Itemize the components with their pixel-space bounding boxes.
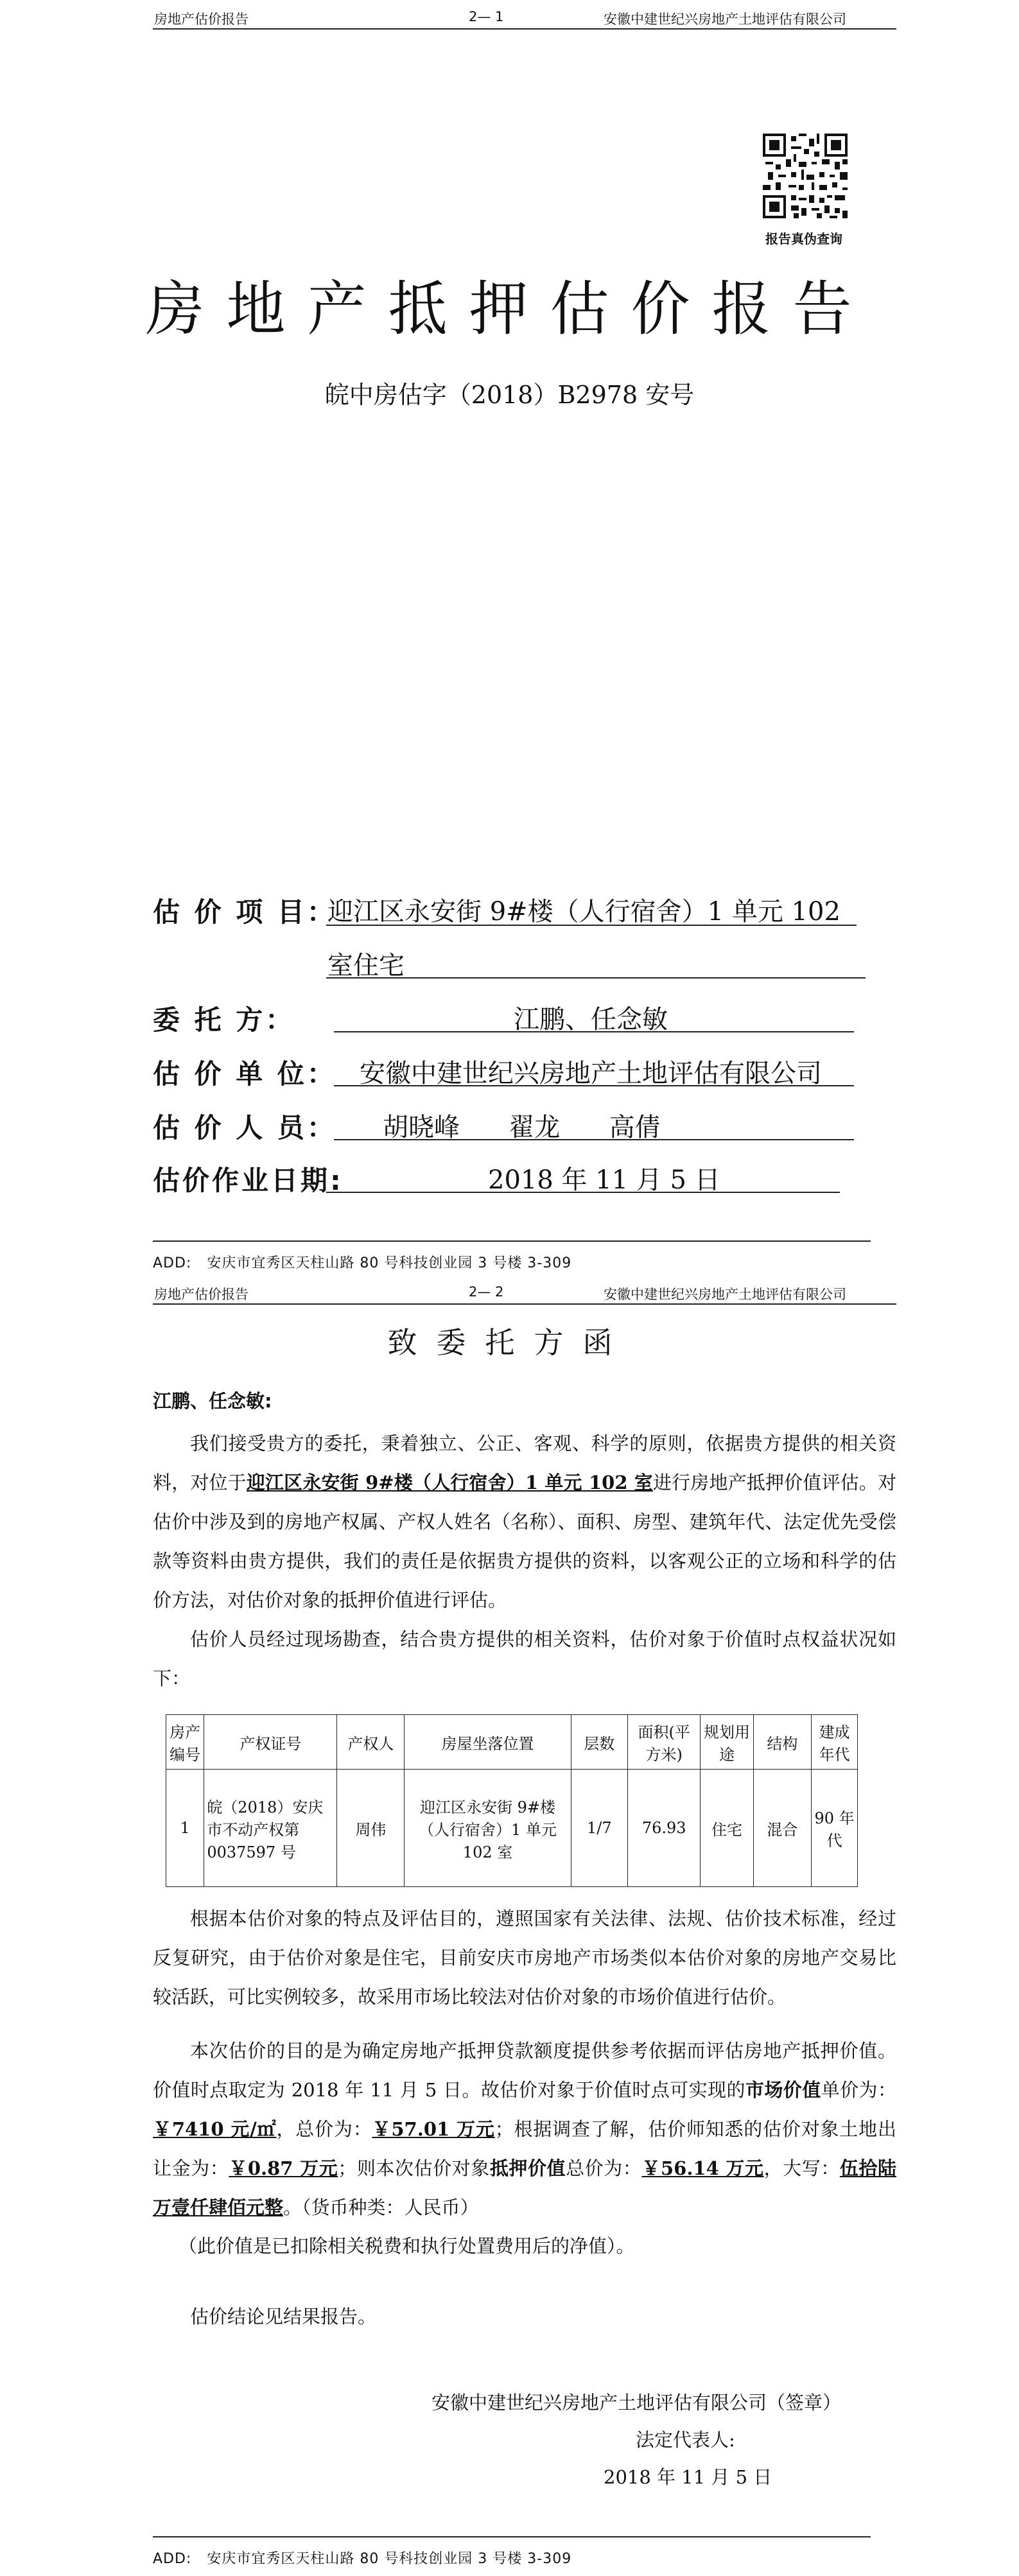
project-value-line1: 迎江区永安街 9#楼（人行宿舍）1 单元 102 [327,897,840,927]
table-header-row [166,1715,858,1770]
paragraph-1 [153,1424,896,1620]
project-label: 估 价 项 目： [153,896,336,928]
table-cell: 76.93 [628,1770,701,1887]
client-value: 江鹏、任念敏 [514,1005,668,1034]
document-number: 皖中房估字（2018）B2978 安号 [324,381,695,409]
table-header-cell: 层数 [571,1715,627,1770]
footer-rule [153,1240,871,1242]
p4-text: ；则本次估价对象 [338,2157,490,2179]
paragraph-3: 根据本估价对象的特点及评估目的，遵照国家有关法律、法规、估价技术标准，经过反复研究，由于估价对象是住宅，目前安庆市房地产市场类似本估价对象的房地产交易比较活跃，可比实例较多，故采用市场比较法对估价对象的市场价值进行估价。 [153,1908,896,2008]
p4-text: 单价为： [821,2079,896,2101]
header-left: 房地产估价报告 [154,1287,248,1302]
table-cell: 1/7 [571,1770,627,1887]
header-left: 房地产估价报告 [154,12,248,27]
unit-value: 安徽中建世纪兴房地产土地评估有限公司 [360,1059,822,1088]
table-header-cell: 房屋坐落位置 [405,1715,571,1770]
p4-text: 。（货币种类：人民币） [283,2197,479,2218]
table-header-cell: 产权证号 [204,1715,337,1770]
client-label: 委 托 方： [153,1004,295,1036]
project-value-line2: 室住宅 [327,951,405,980]
mortgage-value-label: 抵押价值 [489,2157,566,2179]
paragraph-6: 估价结论见结果报告。 [190,2306,377,2328]
land-premium: ￥0.87 万元 [229,2157,338,2179]
date-value: 2018 年 11 月 5 日 [488,1165,720,1195]
project-underline-2 [326,977,866,979]
property-table [166,1714,858,1887]
header-page-number: 2— 2 [469,1284,504,1300]
p4-text: ；根据调查了解，估价师知悉的估价对象土地出让金为： [153,2118,896,2179]
p4-text: ，总价为： [276,2118,372,2140]
qr-code-icon [763,134,848,218]
unit-price: ￥7410 元/㎡ [153,2118,277,2140]
p1-property-address: 迎江区永安街 9#楼（人行宿舍）1 单元 102 室 [246,1472,653,1493]
table-cell: 周伟 [337,1770,405,1887]
market-value-label: 市场价值 [745,2079,821,2101]
header-page-number: 2— 1 [469,9,504,24]
staff-value: 胡晓峰 翟龙 高倩 [383,1113,661,1142]
staff-underline [334,1139,854,1140]
paragraph-5: （此价值是已扣除相关税费和执行处置费用后的净值）。 [179,2235,635,2257]
p4-text: 总价为： [566,2157,642,2179]
table-header-cell: 规划用途 [701,1715,753,1770]
paragraph-4 [153,2032,896,2227]
table-header-cell: 面积(平方米) [628,1715,701,1770]
client-underline [334,1031,854,1032]
signature-company: 安徽中建世纪兴房地产土地评估有限公司（签章） [431,2392,842,2414]
report-title: 房地产抵押估价报告 [145,275,874,344]
staff-label: 估 价 人 员： [153,1112,336,1144]
table-cell: 混合 [753,1770,812,1887]
header-right: 安徽中建世纪兴房地产土地评估有限公司 [604,1287,846,1302]
table-header-cell: 结构 [753,1715,812,1770]
signature-date: 2018 年 11 月 5 日 [604,2466,772,2488]
paragraph-2: 估价人员经过现场勘查，结合贵方提供的相关资料，估价对象于价值时点权益状况如下： [153,1628,896,1689]
table-cell: 1 [166,1770,204,1887]
date-underline [326,1192,840,1193]
footer-rule [153,2536,871,2537]
table-cell: 迎江区永安街 9#楼（人行宿舍）1 单元 102 室 [405,1770,571,1887]
header-right: 安徽中建世纪兴房地产土地评估有限公司 [604,12,846,27]
p4-text: 本次估价的目的是为确定房地产抵押贷款额度提供参考依据而评估房地产抵押价值。价值时点取定为 2018 年 11 月 5 日。故估价对象于价值时点可实现的 [153,2040,896,2101]
table-cell: 皖（2018）安庆市不动产权第 0037597 号 [204,1770,337,1887]
unit-label: 估 价 单 位： [153,1058,336,1090]
amount-in-words: 伍拾陆万壹仟肆佰元整 [153,2157,896,2218]
legal-representative-label: 法定代表人: [636,2429,735,2451]
date-label: 估价作业日期: [153,1165,344,1196]
table-header-cell: 产权人 [337,1715,405,1770]
qr-caption: 报告真伪查询 [765,231,842,247]
p1-text-a: 我们接受贵方的委托，秉着独立、公正、客观、科学的原则，依据贵方提供的相关资料，对位于 [153,1432,896,1493]
salutation: 江鹏、任念敏: [153,1390,272,1412]
letter-title: 致委托方函 [387,1325,632,1360]
p1-text-c: 进行房地产抵押价值评估。对估价中涉及到的房地产权属、产权人姓名（名称）、面积、房型、建筑年代、法定优先受偿款等资料由贵方提供，我们的责任是依据贵方提供的资料，以客观公正的立场和科学的估价方法，对估价对象的抵押价值进行评估。 [153,1472,896,1611]
p4-text: ，大写： [763,2157,840,2179]
table-row [166,1770,858,1887]
mortgage-total-value: ￥56.14 万元 [641,2157,764,2179]
unit-underline [334,1085,854,1086]
table-cell: 住宅 [701,1770,753,1887]
footer-address: ADD: 安庆市宜秀区天柱山路 80 号科技创业园 3 号楼 3-309 [153,2551,572,2567]
table-header-cell: 房产编号 [166,1715,204,1770]
header-rule [153,1303,896,1305]
table-cell: 90 年代 [812,1770,858,1887]
table-header-cell: 建成年代 [812,1715,858,1770]
total-market-value: ￥57.01 万元 [372,2118,495,2140]
project-underline-1 [326,925,857,926]
header-rule [153,28,896,30]
footer-address: ADD: 安庆市宜秀区天柱山路 80 号科技创业园 3 号楼 3-309 [153,1255,572,1271]
